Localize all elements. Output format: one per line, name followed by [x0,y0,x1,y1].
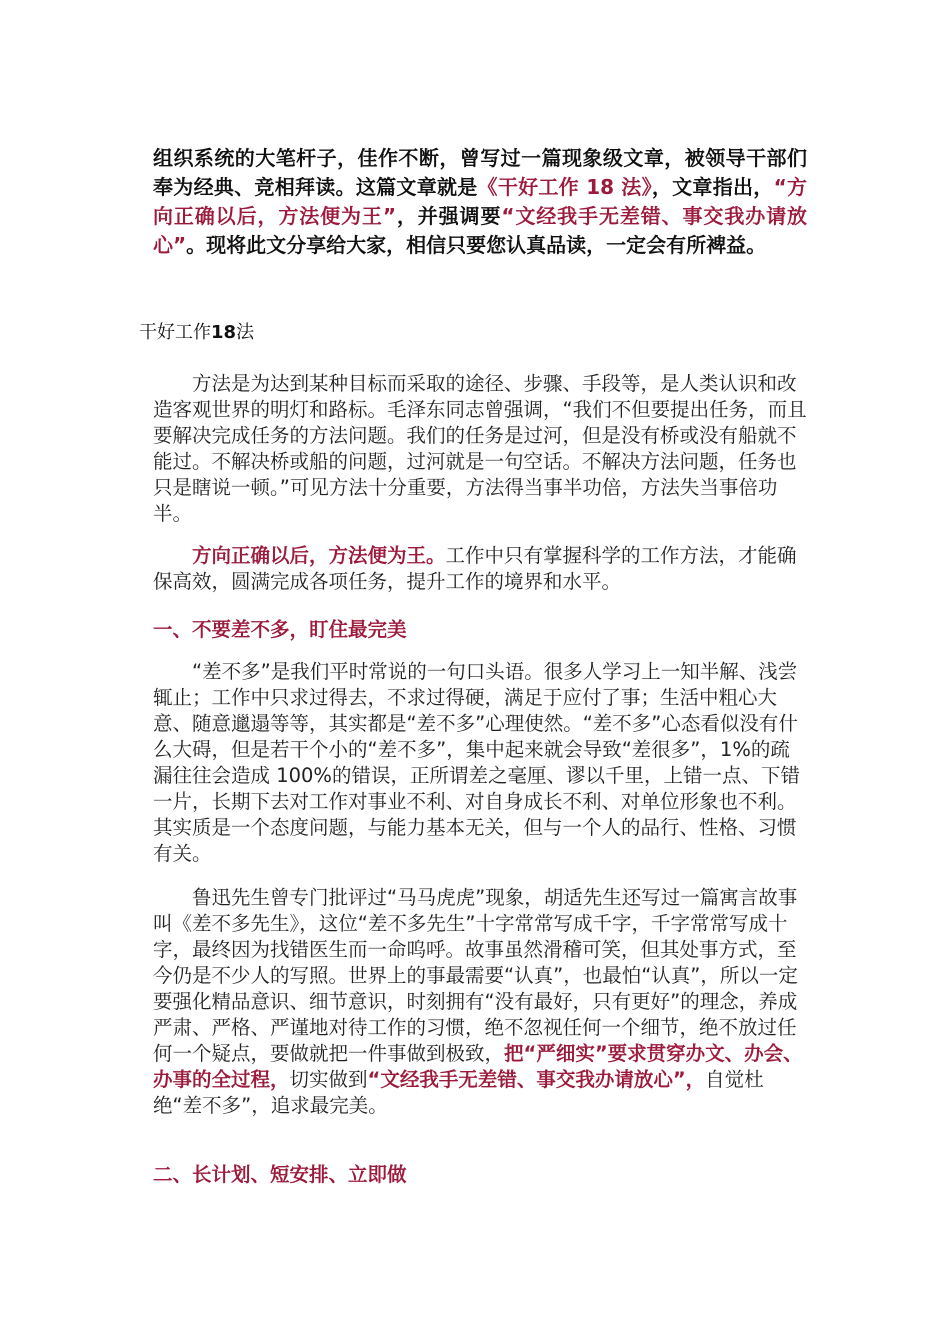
paragraph-chabuduo: “差不多”是我们平时常说的一句口头语。很多人学习上一知半解、浅尝辄止；工作中只求过得去，不求过得硬，满足于应付了事；生活中粗心大意、随意邋遢等等，其实都是“差不多”心理使然。“差不多”心态看似没有什么大碍，但是若干个小的“差不多”，集中起来就会导致“差很多”，1%的疏漏往往会造成 100%的错误，正所谓差之毫厘、谬以千里，上错一点、下错一片，长期下去对工作对事业不利、对自身成长不利、对单位形象也不利。其实质是一个态度问题，与能力基本无关，但与一个人的品行、性格、习惯有关。 [153,660,800,865]
paragraph-luxun-text-a: 鲁迅先生曾专门批评过“马马虎虎”现象，胡适先生还写过一篇寓言故事叫《差不多先生》，这位“差不多先生”十字常常写成千字，千字常常写成十字，最终因为找错医生而一命呜呼。故事虽然滑稽可笑，但其处事方式，至今仍是不少人的写照。世界上的事最需要“认真”，也最怕“认真”，所以一定要强化精品意识、细节意识，时刻拥有“没有最好，只有更好”的理念，养成严肃、严格、严谨地对待工作的习惯，绝不忽视任何一个细节，绝不放过任何一个疑点，要做就把一件事做到极致， [153,886,798,1065]
paragraph-direction-highlight: 方向正确以后，方法便为王。 [192,544,446,567]
paragraph-luxun-highlight-1: 把“严细实”要求贯穿办文、办会、办事的全过程， [153,1042,803,1091]
intro-text-1: 组织系统的大笔杆子，佳作不断，曾写过一篇现象级文章，被领导干部们奉为经典、竞相拜读。这篇文章就是 [153,146,807,199]
article-title-end: 法 [236,322,255,343]
paragraph-luxun-text-c: 自觉杜绝“差不多”，追求最完美。 [153,1068,764,1117]
intro-quote-1: “方向正确以后，方法便为王” [153,175,807,228]
paragraph-luxun [153,885,807,1119]
section-heading-2: 二、长计划、短安排、立即做 [153,1163,407,1186]
paragraph-direction-text: 工作中只有掌握科学的工作方法，才能确保高效，圆满完成各项任务，提升工作的境界和水平。 [153,544,797,593]
intro-text-4: 。现将此文分享给大家，相信只要您认真品读，一定会有所裨益。 [186,233,767,257]
intro-paragraph [153,144,807,260]
paragraph-luxun-text-b: 切实做到 [289,1068,368,1091]
article-title-number: 18 [211,322,237,343]
intro-text-2: ，文章指出， [651,175,774,199]
paragraph-luxun-highlight-2: “文经我手无差错、事交我办请放心”， [367,1068,706,1091]
paragraph-direction [153,543,807,595]
intro-quote-2: “文经我手无差错、事交我办请放心” [153,204,807,257]
article-title-text: 干好工作 [139,322,211,343]
paragraph-method-intro: 方法是为达到某种目标而采取的途径、步骤、手段等，是人类认识和改造客观世界的明灯和路标。毛泽东同志曾强调，“我们不但要提出任务，而且要解决完成任务的方法问题。我们的任务是过河，但是没有桥或没有船就不能过。不解决桥或船的问题，过河就是一句空话。不解决方法问题，任务也只是瞎说一顿。”可见方法十分重要，方法得当事半功倍，方法失当事倍功半。 [153,372,807,525]
article-title [139,320,254,346]
intro-text-3: ，并强调要 [395,204,502,228]
section-heading-1: 一、不要差不多，盯住最完美 [153,618,407,641]
intro-title-ref: 《干好工作 18 法》 [477,175,652,199]
